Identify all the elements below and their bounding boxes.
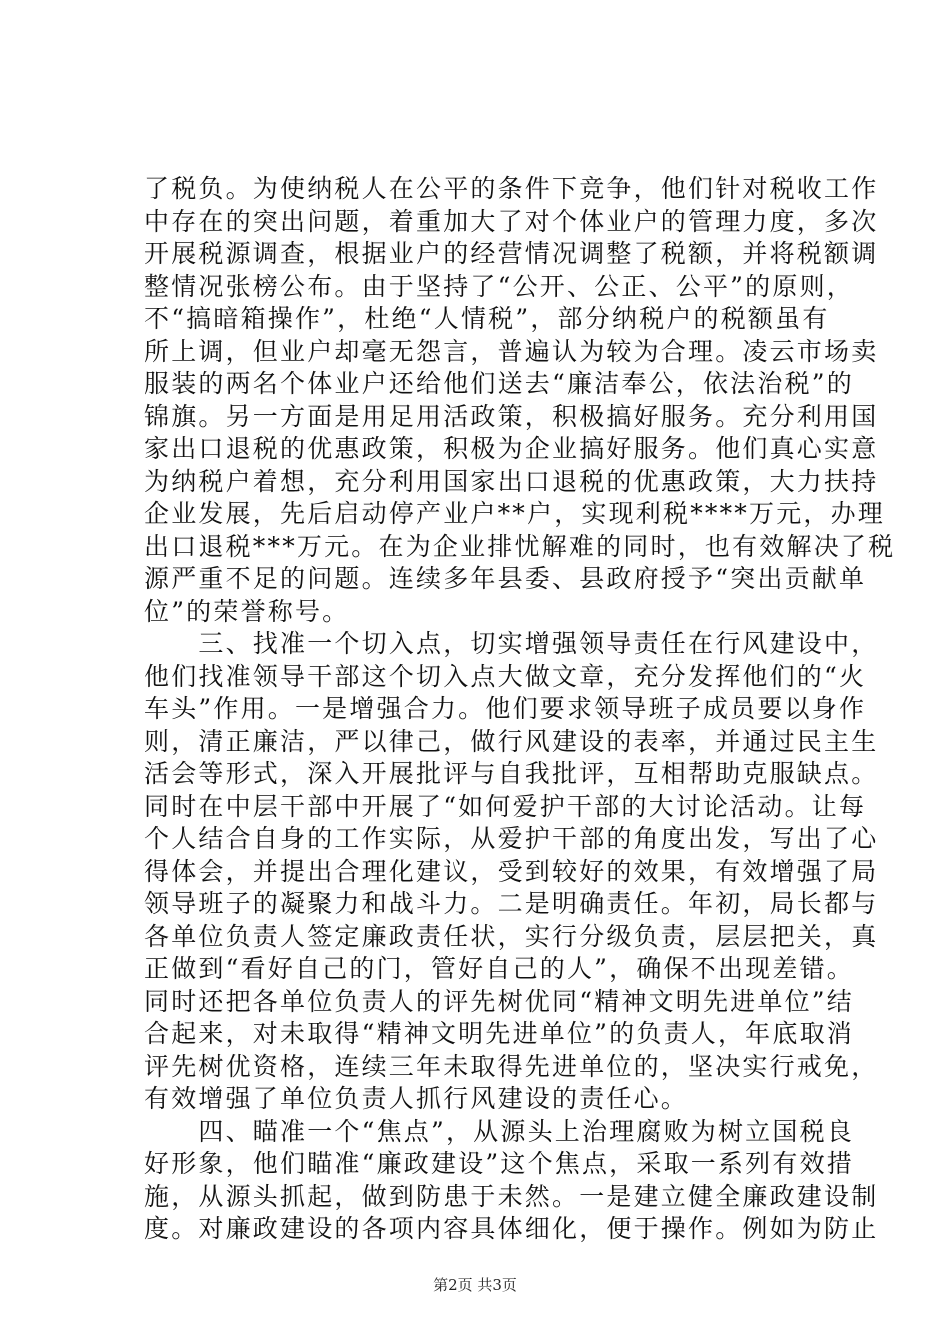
text-line: 好形象，他们瞄准“廉政建设”这个焦点，采取一系列有效措	[144, 1149, 854, 1178]
text-line: 服装的两名个体业户还给他们送去“廉洁奉公，依法治税”的	[144, 369, 854, 398]
text-line: 锦旗。另一方面是用足用活政策，积极搞好服务。充分利用国	[144, 401, 879, 431]
text-line: 各单位负责人签定廉政责任状，实行分级负责，层层把关，真	[144, 921, 879, 951]
text-line: 评先树优资格，连续三年未取得先进单位的，坚决实行戒免，	[144, 1051, 879, 1081]
page-number-footer: 第2页 共3页	[433, 1276, 517, 1294]
text-line: 位”的荣誉称号。	[144, 596, 350, 626]
text-line: 为纳税户着想，充分利用国家出口退税的优惠政策，大力扶持	[144, 466, 879, 496]
text-line: 合起来，对未取得“精神文明先进单位”的负责人，年底取消	[144, 1019, 854, 1048]
text-line: 企业发展，先后启动停产业户**户，实现利税****万元，办理	[144, 499, 886, 528]
text-line: 个人结合自身的工作实际，从爱护干部的角度出发，写出了心	[144, 824, 879, 853]
text-line: 车头”作用。一是增强合力。他们要求领导班子成员要以身作	[144, 694, 867, 723]
text-line: 出口退税***万元。在为企业排忧解难的同时，也有效解决了税	[144, 531, 896, 561]
text-line: 得体会，并提出合理化建议，受到较好的效果，有效增强了局	[144, 856, 879, 886]
document-body	[144, 173, 896, 1246]
text-line: 度。对廉政建设的各项内容具体细化，便于操作。例如为防止	[144, 1214, 879, 1243]
text-line: 则，清正廉洁，严以律己，做行风建设的表率，并通过民主生	[144, 726, 879, 756]
text-line: 领导班子的凝聚力和战斗力。二是明确责任。年初，局长都与	[144, 889, 879, 918]
text-line: 了税负。为使纳税人在公平的条件下竞争，他们针对税收工作	[144, 174, 879, 203]
text-line: 所上调，但业户却毫无怨言，普遍认为较为合理。凌云市场卖	[144, 336, 879, 366]
text-line: 整情况张榜公布。由于坚持了“公开、公正、公平”的原则，	[144, 271, 854, 301]
text-line: 三、找准一个切入点，切实增强领导责任在行风建设中，	[144, 629, 879, 658]
text-line: 家出口退税的优惠政策，积极为企业搞好服务。他们真心实意	[144, 434, 879, 463]
text-line: 开展税源调查，根据业户的经营情况调整了税额，并将税额调	[144, 239, 879, 268]
text-line: 四、瞄准一个“焦点”，从源头上治理腐败为树立国税良	[144, 1116, 854, 1146]
text-line: 中存在的突出问题，着重加大了对个体业户的管理力度，多次	[144, 206, 879, 236]
text-line: 同时还把各单位负责人的评先树优同“精神文明先进单位”结	[144, 986, 854, 1016]
text-line: 同时在中层干部中开展了“如何爱护干部的大讨论活动。让每	[144, 791, 867, 821]
text-line: 不“搞暗箱操作”，杜绝“人情税”，部分纳税户的税额虽有	[144, 304, 830, 333]
text-line: 施，从源头抓起，做到防患于未然。一是建立健全廉政建设制	[144, 1181, 879, 1211]
text-line: 有效增强了单位负责人抓行风建设的责任心。	[144, 1084, 689, 1113]
text-line: 源严重不足的问题。连续多年县委、县政府授予“突出贡献单	[144, 564, 867, 593]
text-line: 他们找准领导干部这个切入点大做文章，充分发挥他们的“火	[144, 661, 867, 691]
text-line: 正做到“看好自己的门，管好自己的人”，确保不出现差错。	[144, 954, 854, 983]
text-line: 活会等形式，深入开展批评与自我批评，互相帮助克服缺点。	[144, 759, 879, 788]
